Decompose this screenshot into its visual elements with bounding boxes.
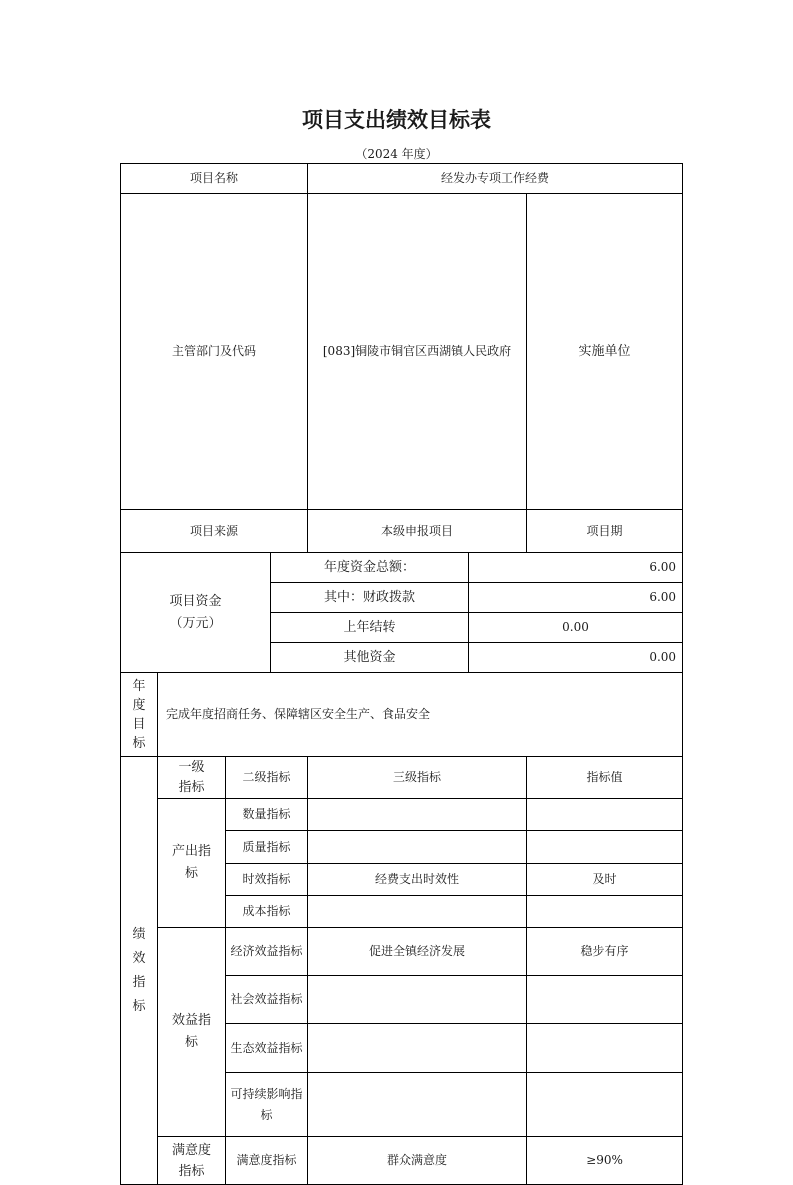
benefit-economic-text: 经济效益指标	[230, 944, 303, 958]
output-label-text: 产出指标	[171, 844, 211, 881]
satisfaction-label-text: 满意度指标	[171, 1142, 211, 1179]
performance-table	[120, 163, 683, 1185]
funds-label-text: 项目资金（万元）	[169, 593, 222, 631]
annual-goal-value: 完成年度招商任务、保障辖区安全生产、食品安全	[158, 673, 683, 757]
benefit-ecological-l3	[308, 1024, 527, 1073]
satisfaction-l2: 满意度指标	[226, 1137, 308, 1185]
satisfaction-value: ≥90%	[527, 1137, 683, 1185]
benefit-label-text: 效益指标	[171, 1013, 211, 1050]
header-value: 指标值	[527, 757, 683, 799]
funds-total-value: 6.00	[469, 553, 683, 583]
funds-other-value: 0.00	[469, 643, 683, 673]
fiscal-year: （2024 年度）	[355, 147, 438, 161]
annual-goal-label-text: 年度目标	[132, 678, 146, 751]
project-name-value: 经发办专项工作经费	[308, 164, 683, 194]
funds-label	[121, 553, 271, 673]
benefit-economic-l3: 促进全镇经济发展	[308, 928, 527, 976]
benefit-ecological-text: 生态效益指标	[230, 1040, 303, 1055]
output-timeliness: 时效指标	[226, 864, 308, 896]
funds-carryover-value: 0.00	[469, 613, 683, 643]
benefit-social-value	[527, 976, 683, 1024]
funds-total-label: 年度资金总额：	[271, 553, 469, 583]
output-label	[158, 799, 226, 928]
benefit-sustainable	[226, 1073, 308, 1137]
source-label: 项目来源	[121, 510, 308, 553]
satisfaction-label	[158, 1137, 226, 1185]
benefit-social-l3	[308, 976, 527, 1024]
output-cost: 成本指标	[226, 896, 308, 928]
benefit-social-text: 社会效益指标	[230, 992, 303, 1006]
output-cost-value	[527, 896, 683, 928]
benefit-sustainable-text: 可持续影响指标	[230, 1086, 303, 1122]
benefit-sustainable-value	[527, 1073, 683, 1137]
output-cost-l3	[308, 896, 527, 928]
funds-other-label: 其他资金	[271, 643, 469, 673]
benefit-sustainable-l3	[308, 1073, 527, 1137]
satisfaction-l3: 群众满意度	[308, 1137, 527, 1185]
annual-goal-label	[121, 673, 158, 757]
header-level1	[158, 757, 226, 799]
benefit-ecological	[226, 1024, 308, 1073]
period-label: 项目期	[527, 510, 683, 553]
funds-fiscal-label: 其中：财政拨款	[271, 583, 469, 613]
output-quantity-value	[527, 799, 683, 831]
benefit-label	[158, 928, 226, 1137]
dept-value: [083]铜陵市铜官区西湖镇人民政府	[308, 194, 527, 510]
output-quality-l3	[308, 831, 527, 864]
output-timeliness-l3: 经费支出时效性	[308, 864, 527, 896]
output-quality-value	[527, 831, 683, 864]
dept-label: 主管部门及代码	[121, 194, 308, 510]
impl-label: 实施单位	[527, 194, 683, 510]
page-title: 项目支出绩效目标表	[302, 108, 491, 132]
header-level2: 二级指标	[226, 757, 308, 799]
benefit-economic	[226, 928, 308, 976]
benefit-economic-value: 稳步有序	[527, 928, 683, 976]
project-name-label: 项目名称	[121, 164, 308, 194]
benefit-social	[226, 976, 308, 1024]
source-value: 本级申报项目	[308, 510, 527, 553]
benefit-ecological-value	[527, 1024, 683, 1073]
funds-fiscal-value: 6.00	[469, 583, 683, 613]
header-level1-text: 一级指标	[178, 759, 205, 795]
output-quality: 质量指标	[226, 831, 308, 864]
output-quantity-l3	[308, 799, 527, 831]
header-level3: 三级指标	[308, 757, 527, 799]
indicators-label-text: 绩效指标	[132, 926, 146, 1014]
funds-carryover-label: 上年结转	[271, 613, 469, 643]
output-timeliness-value: 及时	[527, 864, 683, 896]
output-quantity: 数量指标	[226, 799, 308, 831]
indicators-label	[121, 757, 158, 1185]
